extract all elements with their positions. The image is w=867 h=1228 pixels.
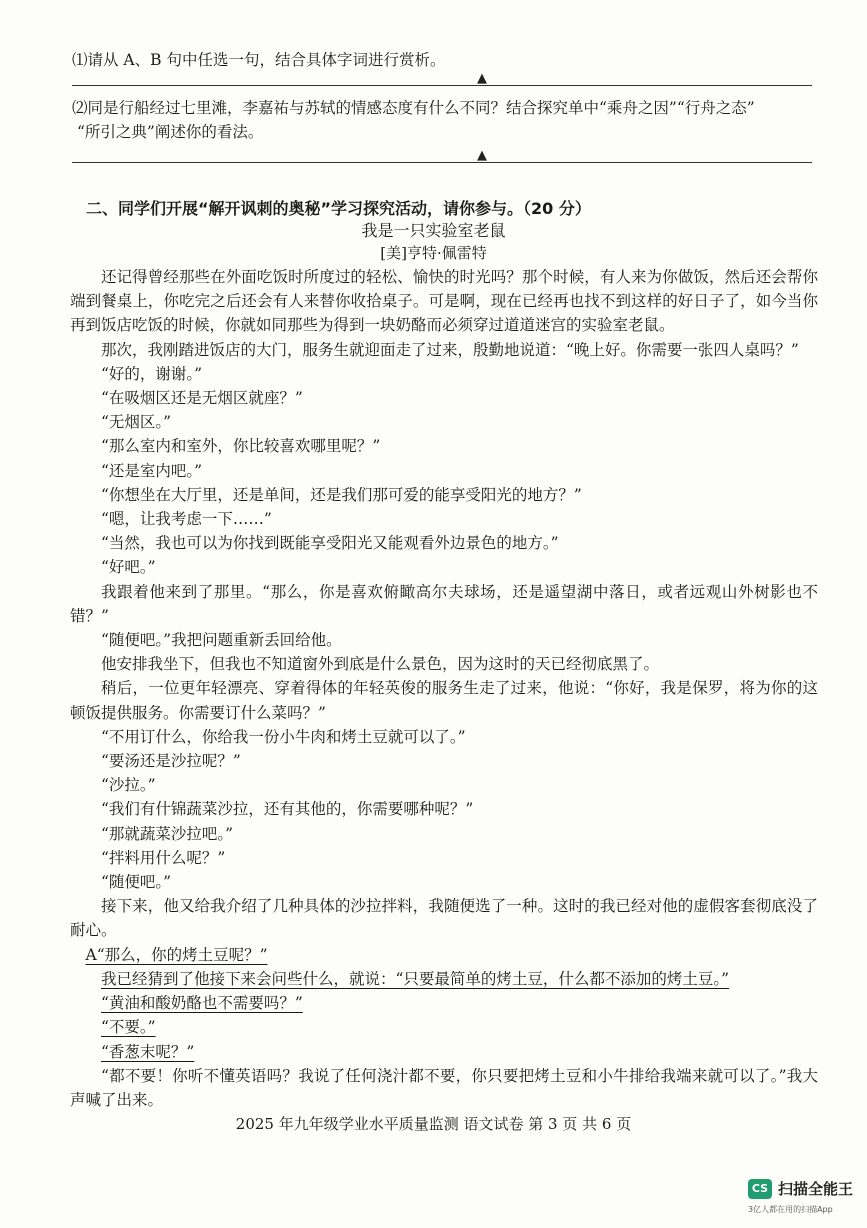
paragraph: “拌料用什么呢？” xyxy=(101,848,226,867)
scanner-watermark xyxy=(748,1178,853,1199)
passage-a-line xyxy=(70,943,818,967)
answer-mark-2: ▲ xyxy=(477,148,487,163)
question-2-line-2: “所引之典”阐述你的看法。 xyxy=(77,123,264,141)
answer-line-1[interactable] xyxy=(72,85,812,86)
watermark-name: 扫描全能王 xyxy=(778,1180,854,1198)
paragraph: “那就蔬菜沙拉吧。” xyxy=(101,824,234,843)
paragraph: “好的，谢谢。” xyxy=(101,364,203,383)
paragraph: “还是室内吧。” xyxy=(101,461,203,480)
paragraph: 他安排我坐下，但我也不知道窗外到底是什么景色，因为这时的天已经彻底黑了。 xyxy=(101,655,660,674)
passage-a-line xyxy=(70,1015,818,1039)
paragraph: “都不要！你听不懂英语吗？我说了任何浇汁都不要，你只要把烤土豆和小牛排给我端来就可以了。”我大声喊了出来。 xyxy=(70,1066,818,1109)
paragraph: “当然，我也可以为你找到既能享受阳光又能观看外边景色的地方。” xyxy=(101,534,559,553)
paragraph: 稍后，一位更年轻漂亮、穿着得体的年轻英俊的服务生走了过来，他说：“你好，我是保罗，将为你的这顿饭提供服务。你需要订什么菜吗？” xyxy=(70,679,818,722)
passage-a-line xyxy=(70,967,818,991)
passage-a-line xyxy=(70,1040,818,1064)
paragraph: “嗯，让我考虑一下……” xyxy=(101,510,272,529)
paragraph: 我跟着他来到了那里。“那么，你是喜欢俯瞰高尔夫球场，还是遥望湖中落日，或者远观山外树影也不错？” xyxy=(70,582,818,625)
paragraph: “沙拉。” xyxy=(101,776,156,795)
question-1: ⑴请从 A、B 句中任选一句，结合具体字词进行赏析。 xyxy=(72,51,446,69)
paragraph: 还记得曾经那些在外面吃饭时所度过的轻松、愉快的时光吗？那个时候，有人来为你做饭，然后还会帮你端到餐桌上，你吃完之后还会有人来替你收拾桌子。可是啊，现在已经再也找不到这样的好日子了，如今当你再到饭店吃饭的时候，你就如同那些为得到一块奶酪而必须穿过道道迷宫的实验室老鼠。 xyxy=(70,268,818,335)
page-footer: 2025 年九年级学业水平质量监测 语文试卷 第 3 页 共 6 页 xyxy=(235,1115,632,1133)
paragraph: “在吸烟区还是无烟区就座？” xyxy=(101,389,303,408)
paragraph: “无烟区。” xyxy=(101,413,172,432)
paragraph: “随便吧。”我把问题重新丢回给他。 xyxy=(101,631,342,650)
passage-a-text: 我已经猜到了他接下来会问些什么，就说：“只要最简单的烤土豆，什么都不添加的烤土豆。” xyxy=(101,969,730,988)
paragraph: “好吧。” xyxy=(101,558,156,577)
question-2-line-1: ⑵同是行船经过七里滩，李嘉祐与苏轼的情感态度有什么不同？结合探究单中“乘舟之因”“行舟之态” xyxy=(72,99,755,117)
watermark-tagline: 3亿人都在用的扫描App xyxy=(748,1205,833,1214)
answer-line-2[interactable] xyxy=(72,162,812,163)
passage-a-text: “不要。” xyxy=(101,1018,156,1037)
article-body xyxy=(70,265,818,1112)
paragraph: “那么室内和室外，你比较喜欢哪里呢？” xyxy=(101,437,381,456)
paragraph: 接下来，他又给我介绍了几种具体的沙拉拌料，我随便选了一种。这时的我已经对他的虚假客套彻底没了耐心。 xyxy=(70,897,818,940)
question-2 xyxy=(72,96,817,144)
paragraph: 那次，我刚踏进饭店的大门，服务生就迎面走了过来，殷勤地说道：“晚上好。你需要一张四人桌吗？” xyxy=(101,340,799,359)
article-author: [美]亨特·佩雷特 xyxy=(380,244,487,262)
paragraph: “你想坐在大厅里，还是单间，还是我们那可爱的能享受阳光的地方？” xyxy=(101,485,582,504)
camscanner-logo-icon: CS xyxy=(748,1179,772,1199)
paragraph: “我们有什锦蔬菜沙拉，还有其他的，你需要哪种呢？” xyxy=(101,800,474,819)
passage-a-text: “黄油和酸奶酪也不需要吗？” xyxy=(101,994,303,1013)
passage-a-text: “香葱末呢？” xyxy=(101,1042,195,1061)
answer-mark-1: ▲ xyxy=(477,71,487,86)
passage-a-line xyxy=(70,991,818,1015)
paragraph: “要汤还是沙拉呢？” xyxy=(101,752,241,771)
paragraph: “随便吧。” xyxy=(101,873,172,892)
passage-a-text: A“那么，你的烤土豆呢？” xyxy=(85,945,268,964)
section-title: 二、同学们开展“解开讽刺的奥秘”学习探究活动，请你参与。（20 分） xyxy=(86,199,591,218)
paragraph: “不用订什么，你给我一份小牛肉和烤土豆就可以了。” xyxy=(101,727,466,746)
article-title: 我是一只实验室老鼠 xyxy=(361,221,506,240)
